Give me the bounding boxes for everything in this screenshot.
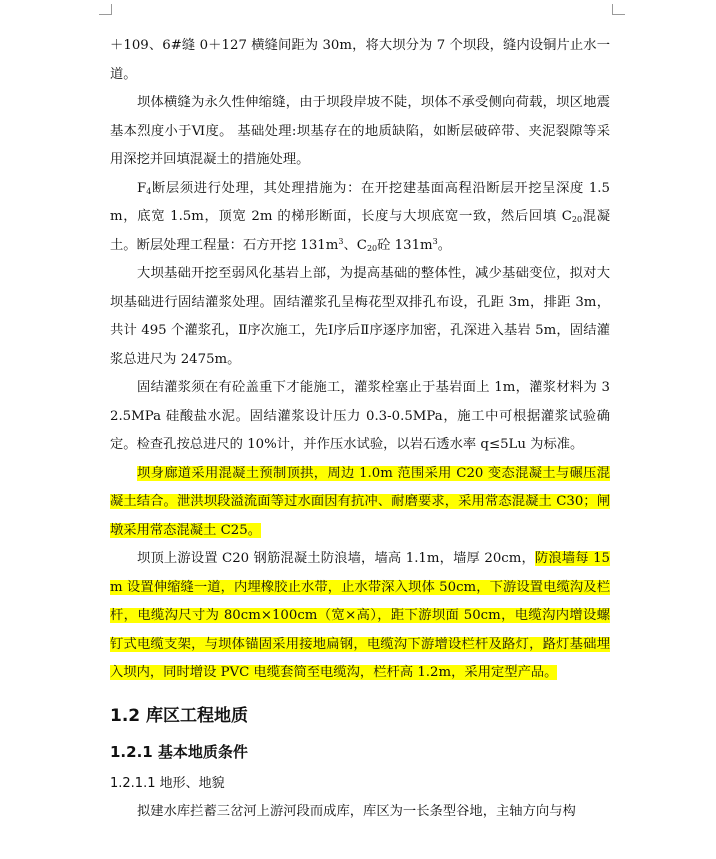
document-body bbox=[110, 32, 610, 826]
paragraph-highlighted bbox=[110, 460, 610, 546]
text-run: 断层须进行处理，其处理措施为：在开挖建基面高程沿断层开挖呈深度 1.5m，底宽 1.5m，顶宽 2m 的梯形断面，长度与大坝底宽一致，然后回填 C bbox=[110, 180, 610, 224]
text-run: 坝顶上游设置 C20 钢筋混凝土防浪墙，墙高 1.1m，墙厚 20cm， bbox=[137, 551, 535, 566]
paragraph: ＋109、6#缝 0＋127 横缝间距为 30m，将大坝分为 7 个坝段，缝内设铜片止水一道。 bbox=[110, 38, 610, 82]
margin-corner-mark bbox=[99, 4, 112, 15]
text-run: F bbox=[137, 180, 147, 196]
text-run: 砼 131m bbox=[377, 237, 433, 253]
highlighted-text: 坝身廊道采用混凝土预制顶拱，周边 1.0m 范围采用 C20 变态混凝土与碾压混凝土结合。泄洪坝段溢流面等过水面因有抗冲、耐磨要求，采用常态混凝土 C30；闸墩采用常态混凝土 C25。 bbox=[110, 465, 610, 538]
subscript: 20 bbox=[571, 215, 583, 224]
highlighted-text: 防浪墙每 15m 设置伸缩缝一道，内埋橡胶止水带，止水带深入坝体 50cm，下游设置电缆沟及栏杆，电缆沟尺寸为 80cm×100cm（宽×高），距下游坝面 50cm，电缆沟内增设螺钉式电缆支架，与坝体锚固采用接地扁钢，电缆沟下游增设栏杆及路灯，路灯基础埋入坝内，同时增设 PVC 电缆套简至电缆沟，栏杆高 1.2m，采用定型产品。 bbox=[110, 551, 610, 680]
paragraph bbox=[110, 545, 610, 688]
text-run: 、C bbox=[343, 237, 367, 253]
margin-corner-mark bbox=[612, 4, 625, 15]
paragraph: 拟建水库拦蓄三岔河上游河段而成库，库区为一长条型谷地，主轴方向与构 bbox=[137, 803, 576, 819]
section-heading: 1.2 库区工程地质 bbox=[110, 705, 249, 726]
superscript: 3 bbox=[338, 236, 344, 246]
paragraph: 大坝基础开挖至弱风化基岩上部，为提高基础的整体性，减少基础变位，拟对大坝基础进行固结灌浆处理。固结灌浆孔呈梅花型双排孔布设，孔距 3m，排距 3m，共计 495 个灌浆孔，Ⅱ序次施工，先Ⅰ序后Ⅱ序逐序加密，孔深进入基岩 5m，固结灌浆总进尺为 2475m。 bbox=[110, 266, 610, 367]
paragraph: 坝体横缝为永久性伸缩缝，由于坝段岸坡不陡，坝体不承受侧向荷载，坝区地震基本烈度小于Ⅵ度。 基础处理:坝基存在的地质缺陷，如断层破碎带、夹泥裂隙等采用深挖并回填混凝土的措施处理。 bbox=[110, 95, 610, 167]
subscript: 20 bbox=[366, 243, 378, 253]
paragraph: 固结灌浆须在有砼盖重下才能施工，灌浆栓塞止于基岩面上 1m，灌浆材料为 32.5MPa 硅酸盐水泥。固结灌浆设计压力 0.3-0.5MPa，施工中可根据灌浆试验确定。检查孔按总进尺的 10%计，并作压水试验，以岩石透水率 q≤5Lu 为标准。 bbox=[110, 380, 610, 452]
subsubsection-heading: 1.2.1.1 地形、地貌 bbox=[110, 775, 225, 791]
subsection-heading: 1.2.1 基本地质条件 bbox=[110, 742, 248, 761]
subscript: 4 bbox=[146, 186, 152, 196]
text-run: 混凝土。断层处理工程量：石方开挖 131m bbox=[110, 209, 611, 253]
paragraph bbox=[110, 175, 610, 261]
text-run: 。 bbox=[437, 237, 452, 253]
superscript: 3 bbox=[432, 236, 438, 246]
